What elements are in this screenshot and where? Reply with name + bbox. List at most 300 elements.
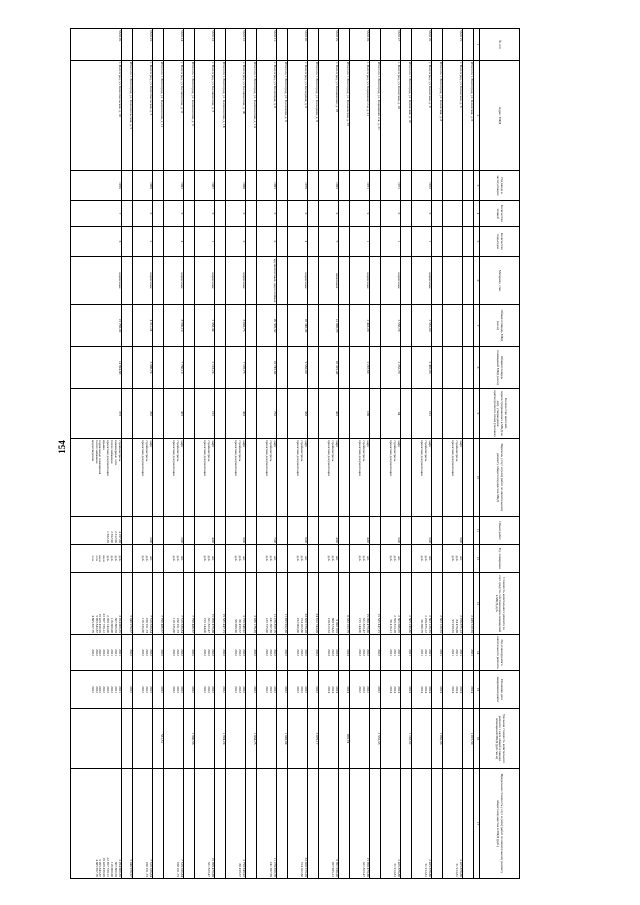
cell-line: 2022 [284, 686, 288, 693]
table-cell: 56.6124. [164, 29, 184, 61]
table-cell [122, 257, 133, 305]
table-cell [184, 347, 195, 389]
cell-line: 2024 [393, 686, 398, 693]
cell-line: лифт [304, 440, 308, 448]
table-cell [122, 439, 133, 517]
table-cell: 1 062,99 [432, 709, 443, 769]
table-cell [226, 573, 246, 635]
table-cell: 9 583,00 [288, 347, 308, 389]
cell-line: 2024 [424, 686, 429, 693]
cell-line: лифт [428, 440, 432, 448]
table-cell [257, 671, 277, 709]
table-cell [308, 171, 319, 201]
table-cell [463, 201, 474, 227]
cell-line: 2022 [191, 649, 195, 656]
cell-line: 2023 [331, 649, 336, 656]
table-cell [164, 439, 184, 517]
table-cell: 8 002,75 [226, 305, 246, 347]
table-cell: Итого по г. Волгоград, ул. Колхозная, д. 8 [277, 61, 288, 171]
column-number: 7 [474, 305, 480, 347]
cell-line: 33 820 579,28 [304, 857, 308, 877]
table-cell: 4,00 [195, 517, 215, 545]
table-cell [288, 709, 308, 769]
table-cell [215, 171, 226, 201]
cell-line: шт. [366, 556, 370, 561]
table-cell: 56.6115. [443, 29, 463, 61]
cell-line: проектная документация [234, 440, 239, 476]
header-cell: Год ввода в эксплуатацию [480, 171, 520, 201]
table-cell: 94 [381, 389, 401, 439]
table-cell [339, 389, 350, 439]
cell-line: руб. [238, 555, 243, 562]
cell-line: 4 885 657,76 [94, 859, 99, 877]
cell-line: 2021 [393, 649, 398, 656]
capital-repair-table [70, 28, 520, 879]
cell-line: 2 352,90 [110, 531, 115, 543]
table-cell [184, 257, 195, 305]
column-number: 6 [474, 257, 480, 305]
table-cell: 2 267,60 [350, 347, 370, 389]
table-cell [401, 389, 412, 439]
cell-line: руб. [300, 555, 305, 562]
cell-line: 15 535 447,15 [222, 613, 226, 633]
table-cell: 15 768,30 [71, 305, 122, 347]
cell-line: 2022 [211, 649, 215, 656]
cell-line: 50 416,21 [389, 619, 394, 633]
table-cell: 3,00 [443, 517, 463, 545]
cell-line: 2 312,90 [114, 531, 119, 543]
table-cell [401, 171, 412, 201]
table-cell [463, 305, 474, 347]
cell-line: 321 823,47 [362, 861, 367, 877]
cell-line: руб. [455, 555, 460, 562]
table-cell: кирпичные [195, 257, 215, 305]
table-cell [370, 517, 381, 545]
table-cell [381, 545, 401, 573]
table-cell: г. Волгоград, ул. Казахская, д. 8 [412, 61, 432, 171]
table-cell: 9 [412, 201, 432, 227]
cell-line: 307 800,59 [114, 617, 119, 633]
cell-line: лифт [397, 440, 401, 448]
table-cell: 10 325,40 [319, 347, 339, 389]
table-cell [153, 635, 164, 671]
cell-line: 2022 [234, 649, 239, 656]
table-cell [350, 545, 370, 573]
cell-line: 2024 [327, 686, 332, 693]
cell-line: проектная документация [172, 440, 177, 476]
total-row [184, 29, 195, 879]
table-cell: 9,00 [288, 517, 308, 545]
column-number: 10 [474, 439, 480, 517]
table-cell [277, 201, 288, 227]
table-row [381, 29, 401, 879]
table-cell: кирпичные [164, 257, 184, 305]
cell-line: 2022 [149, 649, 153, 656]
cell-line: 5 946 978,57 [129, 859, 133, 877]
table-cell: 9 [350, 201, 370, 227]
cell-line: 2022 [222, 649, 226, 656]
total-row [215, 29, 226, 879]
table-cell [215, 671, 226, 709]
table-cell: 858,74 [339, 709, 350, 769]
cell-line: 8 333 193,79 [346, 615, 350, 633]
cell-line: п.м. [94, 555, 99, 562]
cell-line: 2021 [389, 649, 394, 656]
cell-line: 2 425 878,80 [459, 859, 463, 877]
table-cell: 425 [164, 389, 184, 439]
table-cell [226, 545, 246, 573]
cell-line: 33 820 579,28 [304, 613, 308, 633]
table-cell: 101 [195, 389, 215, 439]
cell-line: 2 356 813,28 [393, 615, 398, 633]
cell-line: 160 911,73 [145, 617, 150, 633]
cell-line: 7 519 339,84 [149, 615, 153, 633]
table-cell [308, 439, 319, 517]
column-number: 14 [474, 635, 480, 671]
table-cell [153, 227, 164, 257]
table-cell [401, 29, 412, 61]
table-cell: 2 581,00 [412, 305, 432, 347]
header-row [480, 29, 520, 879]
table-cell [370, 573, 381, 635]
cell-line: теплоснабжение [110, 440, 115, 464]
cell-line: 2021 [118, 686, 122, 693]
cell-line: руб. [389, 555, 394, 562]
table-cell [164, 545, 184, 573]
table-cell: 531,51 [153, 709, 164, 769]
cell-line: руб. [145, 555, 150, 562]
cell-line: 2022 [207, 686, 212, 693]
cell-line: 2021 [110, 649, 115, 656]
total-row [463, 29, 474, 879]
cell-line: 15 535 447,15 [377, 613, 381, 633]
cell-line: 5 995 843,87 [98, 859, 103, 877]
cell-line: 2021 [420, 649, 425, 656]
cell-line: проектная документация [141, 440, 146, 476]
table-cell: Итого по г. Волгоград, ул. Казахская, д. 6 [463, 61, 474, 171]
cell-line: 11 278 859,76 [273, 857, 277, 877]
table-cell [308, 305, 319, 347]
cell-line: подвальные помещения [98, 440, 103, 475]
table-cell: 4,00 [319, 517, 339, 545]
table-cell: г. Волгоград, ул. Комсомольская, д. 5 [133, 61, 153, 171]
cell-line: 160 911,73 [145, 861, 150, 877]
table-cell [401, 227, 412, 257]
table-cell [339, 573, 350, 635]
header-cell: Перечень услуг и (или) работ по капитальному ремонту общего имущества МКД [480, 439, 520, 517]
table-cell: 9 [288, 201, 308, 227]
table-cell: 7,00 [257, 517, 277, 545]
cell-line: 2022 [242, 649, 246, 656]
table-cell: 3,00 [412, 517, 432, 545]
cell-line: 22 857 739,12 [106, 857, 111, 877]
cell-line: руб. [327, 555, 332, 562]
table-cell [401, 671, 412, 709]
table-cell [401, 635, 412, 671]
table-cell [339, 201, 350, 227]
cell-line: проектная документация [296, 440, 301, 476]
table-cell: 383 [288, 389, 308, 439]
table-cell [401, 201, 412, 227]
table-cell: 1995 [319, 171, 339, 201]
column-number: 5 [474, 227, 480, 257]
table-row [319, 29, 339, 879]
table-cell: г. Волгоград, ул. Кольцевая, д. 8 [288, 61, 308, 171]
table-cell: 202 [133, 389, 153, 439]
table-cell [463, 29, 474, 61]
cell-line: 2022 [94, 686, 99, 693]
table-cell [432, 671, 443, 709]
table-cell [443, 305, 463, 347]
table-cell [122, 709, 133, 769]
cell-line: 2022 [90, 649, 95, 656]
table-cell [443, 769, 463, 879]
table-cell [288, 573, 308, 635]
cell-line: 2 505 086,05 [397, 615, 401, 633]
total-row [432, 29, 443, 879]
table-cell [195, 439, 215, 517]
cell-line: руб. [114, 555, 119, 562]
table-row [350, 29, 370, 879]
column-number: 4 [474, 201, 480, 227]
table-cell [412, 635, 432, 671]
table-cell [246, 517, 257, 545]
table-cell: 1 103,92 [401, 709, 412, 769]
header-cell: Общая площадь помещений МКД (кв.м) [480, 347, 520, 389]
table-cell: крупноблочные, однослойные [257, 257, 277, 305]
table-cell [288, 635, 308, 671]
table-cell [246, 439, 257, 517]
table-cell: 56.6118. [350, 29, 370, 61]
header-cell: Предельная стоимость услуг и (или) работ по капитальному ремонту общего имущества в МКД (руб.) [480, 769, 520, 879]
table-cell [339, 545, 350, 573]
table-cell [339, 517, 350, 545]
table-cell [184, 227, 195, 257]
table-row [164, 29, 184, 879]
table-cell [246, 29, 257, 61]
cell-line: руб. [451, 555, 456, 562]
cell-line: руб. [141, 555, 146, 562]
table-cell: 1 649,84 [277, 709, 288, 769]
table-cell [122, 671, 133, 709]
table-cell [443, 545, 463, 573]
table-cell [153, 671, 164, 709]
table-cell: 56.6117. [381, 29, 401, 61]
cell-line: 2022 [172, 686, 177, 693]
table-cell [122, 29, 133, 61]
table-cell [164, 573, 184, 635]
table-cell [339, 305, 350, 347]
table-cell [381, 709, 401, 769]
cell-line: 80 459,57 [238, 863, 243, 877]
header-cell: № п/п [480, 29, 520, 61]
table-cell: 9 [319, 201, 339, 227]
table-cell: 2 123,24 [195, 347, 215, 389]
header-cell: Адрес МКД [480, 61, 520, 171]
table-cell [319, 769, 339, 879]
table-cell [432, 201, 443, 227]
table-cell [319, 709, 339, 769]
cell-line: инженерные сети [114, 440, 119, 466]
cell-line: 2022 [141, 686, 146, 693]
cell-line: проектная документация [203, 440, 208, 476]
cell-line: 2022 [149, 686, 153, 693]
cell-line: 2022 [141, 649, 146, 656]
table-cell [381, 439, 401, 517]
header-cell: Объем работ [480, 517, 520, 545]
cell-line: 2024 [459, 686, 463, 693]
table-cell: 56.6126. [71, 29, 122, 61]
table-cell [246, 635, 257, 671]
table-row [443, 29, 463, 879]
cell-line: 2022 [172, 649, 177, 656]
table-cell: 752 [257, 389, 277, 439]
table-cell [277, 347, 288, 389]
cell-line: 2022 [191, 686, 195, 693]
table-cell [215, 305, 226, 347]
table-cell [184, 545, 195, 573]
table-cell: кирпичные [288, 257, 308, 305]
table-cell [246, 545, 257, 573]
table-cell: 2 [133, 227, 153, 257]
table-cell [370, 389, 381, 439]
table-cell [277, 257, 288, 305]
table-cell: Итого по г. Волгоград, ул. Казахская, д. 8 [432, 61, 443, 171]
cell-line: руб. [269, 555, 274, 562]
table-cell [463, 769, 474, 879]
table-cell [308, 29, 319, 61]
table-cell [215, 29, 226, 61]
table-cell [350, 635, 370, 671]
cell-line: 2022 [265, 686, 270, 693]
cell-line: 15 058 479,68 [211, 613, 215, 633]
cell-line: руб. [420, 555, 425, 562]
table-cell [463, 389, 474, 439]
cell-line: 2 503 129,55 [428, 615, 432, 633]
cell-line: 2 425 878,80 [397, 859, 401, 877]
table-cell: 56.6120. [288, 29, 308, 61]
table-cell [432, 635, 443, 671]
table-cell: 9 [195, 201, 215, 227]
table-cell: 4 [288, 227, 308, 257]
table-cell: Итого по г. Волгоград, ул. Казаковская, д. 25 [339, 61, 350, 171]
cell-line: 2021 [439, 649, 443, 656]
cell-line: проектная документация [451, 440, 456, 476]
cell-line: 2021 [455, 649, 460, 656]
cell-line: 5 946 978,57 [129, 615, 133, 633]
cell-line: 15 058 479,68 [366, 613, 370, 633]
table-cell: 1 [195, 227, 215, 257]
table-cell: 433 [226, 389, 246, 439]
cell-line: 2022 [358, 686, 363, 693]
table-cell [339, 769, 350, 879]
table-cell [153, 389, 164, 439]
column-number: 13 [474, 573, 480, 635]
table-cell: Итого по г. Волгоград, ул. Калининская, д. 1А [246, 61, 257, 171]
cell-line: 2021 [470, 649, 474, 656]
table-cell [246, 227, 257, 257]
cell-line: 2 439 310,55 [470, 615, 474, 633]
cell-line: 84 478,88 [455, 619, 460, 633]
column-number: 15 [474, 671, 480, 709]
table-cell: Итого по г. Волгоград, ул. Комсомольская, д. 5 [122, 61, 133, 171]
table-row [226, 29, 246, 879]
cell-line: 15 058 479,68 [211, 857, 215, 877]
cell-line: 50 386,79 [420, 619, 425, 633]
cell-line: 3 759 649,92 [242, 615, 246, 633]
table-cell [370, 671, 381, 709]
table-cell [246, 305, 257, 347]
table-cell [122, 227, 133, 257]
cell-line: 2022 [129, 686, 133, 693]
table-cell [246, 171, 257, 201]
table-cell [350, 671, 370, 709]
table-cell [133, 769, 153, 879]
cell-line: руб. [296, 555, 301, 562]
table-cell [184, 201, 195, 227]
cell-line: шт. [180, 556, 184, 561]
table-cell [215, 769, 226, 879]
table-cell: 1967 [195, 171, 215, 201]
table-cell [277, 439, 288, 517]
table-cell [443, 573, 463, 635]
cell-line: руб. [207, 555, 212, 562]
table-cell: 1 532,33 [370, 709, 381, 769]
table-cell [277, 545, 288, 573]
table-cell [133, 545, 153, 573]
cell-line: 2024 [331, 686, 336, 693]
table-cell [215, 439, 226, 517]
table-cell [432, 257, 443, 305]
table-cell: 1971 [350, 171, 370, 201]
table-cell: 7 780,10 [164, 347, 184, 389]
table-cell [71, 439, 122, 517]
table-cell [339, 29, 350, 61]
table-cell [257, 709, 277, 769]
table-cell [71, 545, 122, 573]
cell-line: 2022 [366, 686, 370, 693]
table-cell [463, 257, 474, 305]
table-cell [401, 517, 412, 545]
table-row [71, 29, 122, 879]
table-cell [463, 545, 474, 573]
cell-line: 116 235,00 [141, 617, 146, 633]
table-cell [133, 709, 153, 769]
cell-line: 2022 [358, 649, 363, 656]
total-row [277, 29, 288, 879]
table-cell [246, 671, 257, 709]
table-cell [432, 227, 443, 257]
cell-line: 2024 [439, 686, 443, 693]
cell-line: 2022 [362, 649, 367, 656]
cell-line: лифт [211, 440, 215, 448]
table-cell [153, 517, 164, 545]
table-cell [215, 201, 226, 227]
cell-line: 2021 [114, 686, 119, 693]
table-cell [370, 545, 381, 573]
table-cell [370, 227, 381, 257]
table-cell [226, 635, 246, 671]
table-cell [319, 635, 339, 671]
table-cell: г. Волгоград, ул. Колхозная, д. 8 [257, 61, 277, 171]
table-cell [153, 769, 164, 879]
cell-line: 2024 [346, 686, 350, 693]
table-cell: 1979 [288, 171, 308, 201]
cell-line: 2022 [102, 686, 107, 693]
cell-line: 2022 [129, 649, 133, 656]
cell-line: 19 429 456,99 [98, 613, 103, 633]
table-cell [308, 545, 319, 573]
